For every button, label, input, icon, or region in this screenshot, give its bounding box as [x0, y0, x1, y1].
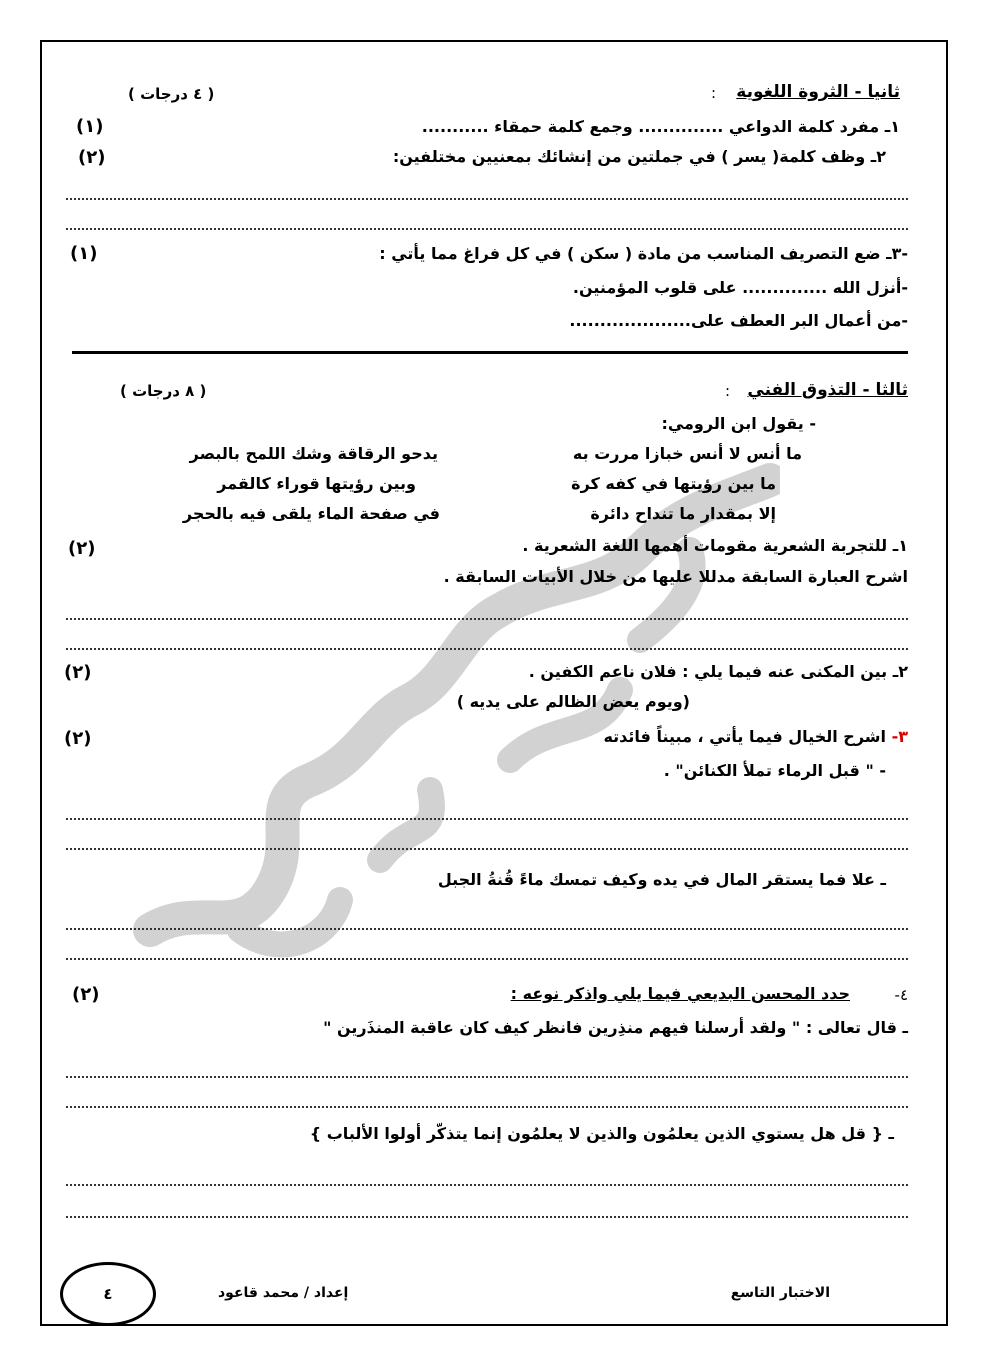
s3-q4-item1: ـ قال تعالى : " ولقد أرسلنا فيهم منذِرين فانظر كيف كان عاقبة المنذَرين ": [323, 1018, 908, 1037]
s3-q3-line: [603, 727, 908, 746]
verse-left: وبين رؤيتها قوراء كالقمر: [217, 474, 416, 493]
verse-right: إلا بمقدار ما تنداح دائرة: [590, 504, 776, 523]
answer-line: [66, 618, 908, 620]
s2-q1-mark: (١): [76, 116, 104, 137]
answer-line: [66, 818, 908, 820]
s3-q2-mark: (٢): [64, 662, 92, 683]
page-number-oval: [60, 1262, 156, 1326]
verse-right: ما بين رؤيتها في كفه كرة: [571, 474, 776, 493]
answer-line: [66, 958, 908, 960]
s3-q4-text: حدد المحسن البديعي فيما يلي واذكر نوعه :: [510, 984, 850, 1003]
s3-q1-line1: ١ـ للتجربة الشعرية مقومات أهمها اللغة الشعرية .: [522, 536, 908, 555]
answer-line: [66, 928, 908, 930]
s3-q1-line2: اشرح العبارة السابقة مدللا عليها من خلال الأبيات السابقة .: [443, 567, 908, 586]
answer-line: [66, 1076, 908, 1078]
s3-q3-item1: - " قبل الرماء تملأ الكنائن" .: [663, 761, 886, 780]
s2-q3-item2: -من أعمال البر العطف على....................: [569, 311, 908, 330]
s3-q3-number: ٣-: [886, 727, 908, 746]
answer-line: [66, 1184, 908, 1186]
s2-q3-item1: -أنزل الله .............. على قلوب المؤمنين.: [572, 278, 908, 297]
answer-line: [66, 1106, 908, 1108]
s2-q3-mark: (١): [70, 243, 98, 264]
answer-line: [66, 198, 908, 200]
verse-left: في صفحة الماء يلقى فيه بالحجر: [182, 504, 440, 523]
section3-grade: ( ٨ درجات ): [120, 382, 207, 400]
s3-q2-line1: ٢ـ بين المكنى عنه فيما يلي : فلان ناعم الكفين .: [528, 662, 908, 681]
section2-colon: :: [710, 84, 716, 102]
footer-exam: الاختبار التاسع: [730, 1285, 830, 1301]
s3-q3-mark: (٢): [64, 728, 92, 749]
section-divider: [72, 351, 908, 354]
verse-right: ما أنس لا أنس خبازا مررت به: [572, 444, 802, 463]
s2-q1-text: ١ـ مفرد كلمة الدواعي .............. وجمع كلمة حمقاء ...........: [421, 117, 900, 136]
s3-q3-item2: ـ علا فما يستقر المال في يده وكيف تمسك ماءً قُنةُ الجبل: [437, 870, 886, 889]
s3-q2-line2: (ويوم يعض الظالم على يديه ): [456, 692, 690, 711]
section2-grade: ( ٤ درجات ): [128, 85, 215, 103]
s3-q1-mark: (٢): [68, 538, 96, 559]
section2-title: ثانيا - الثروة اللغوية: [736, 82, 900, 102]
s2-q2-text: ٢ـ وظف كلمة( يسر ) في جملتين من إنشائك بمعنيين مختلفين:: [392, 147, 886, 166]
s3-q4-item2: ـ { قل هل يستوي الذين يعلمُون والذين لا يعلمُون إنما يتذكّر أولوا الألباب }: [309, 1124, 894, 1143]
poet-intro: - يقول ابن الرومي:: [661, 414, 816, 433]
s3-q4-mark: (٢): [72, 984, 100, 1005]
s3-q4-number: ٤-: [894, 986, 908, 1004]
s3-q3-text: اشرح الخيال فيما يأتي ، مبيناً فائدته: [603, 727, 887, 746]
answer-line: [66, 228, 908, 230]
answer-line: [66, 1216, 908, 1218]
s2-q3-text: -٣ـ ضع التصريف المناسب من مادة ( سكن ) في كل فراغ مما يأتي :: [379, 244, 908, 263]
page-number: ٤: [103, 1285, 113, 1303]
section3-colon: :: [724, 382, 730, 400]
section3-title: ثالثا - التذوق الفني: [747, 380, 908, 400]
footer-author: إعداد / محمد قاعود: [218, 1285, 349, 1301]
s2-q2-mark: (٢): [78, 147, 106, 168]
answer-line: [66, 648, 908, 650]
answer-line: [66, 848, 908, 850]
verse-left: يدحو الرقاقة وشك اللمح بالبصر: [189, 444, 438, 463]
